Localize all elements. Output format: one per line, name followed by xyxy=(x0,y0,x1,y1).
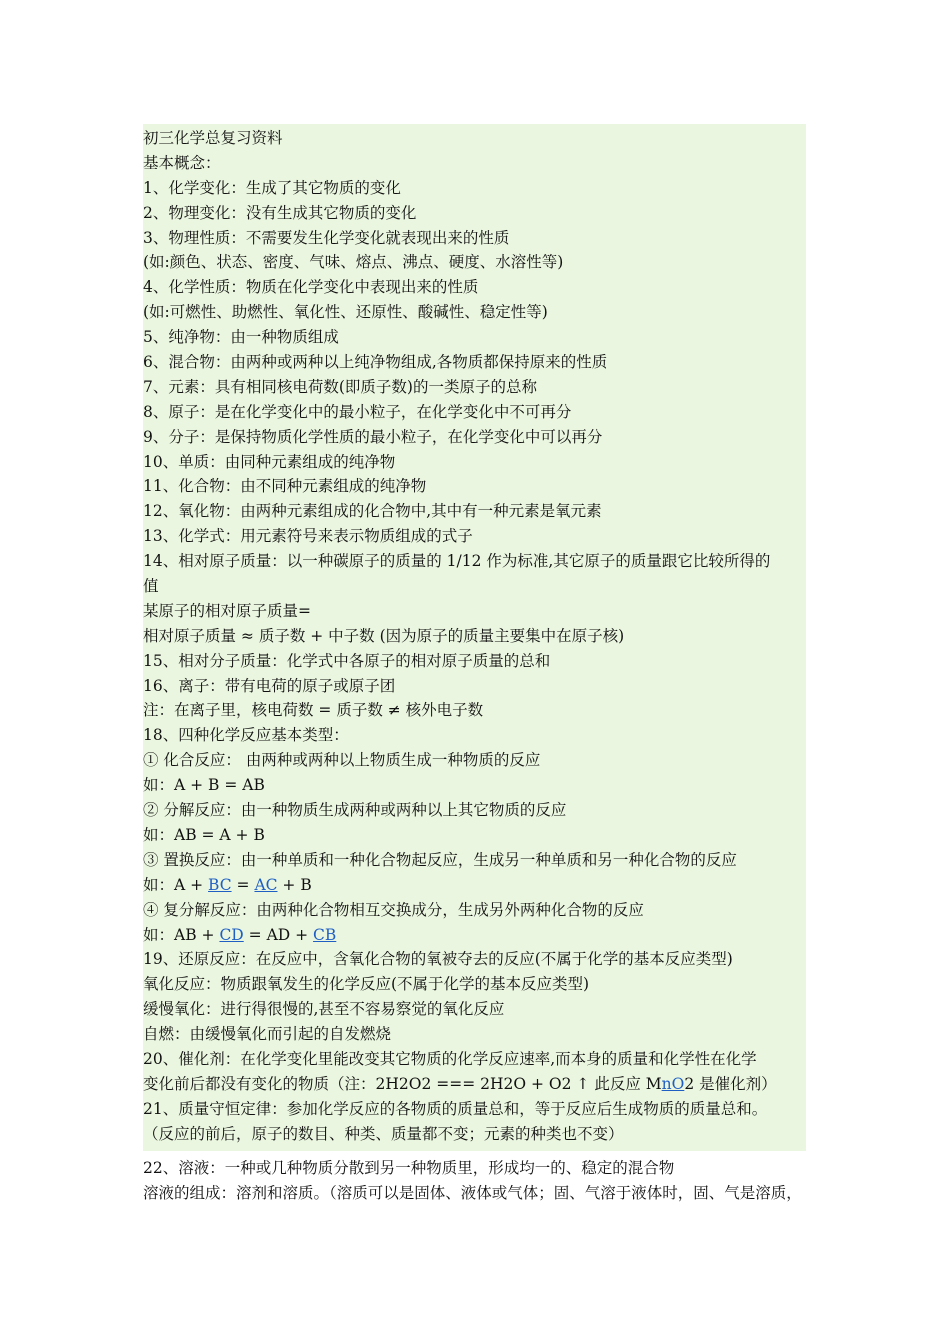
text-run: 5、纯净物：由一种物质组成 xyxy=(143,328,339,347)
text-run: 3、物理性质：不需要发生化学变化就表现出来的性质 xyxy=(143,228,510,247)
text-run: 22、溶液：一种或几种物质分散到另一种物质里，形成均一的、稳定的混合物 xyxy=(143,1159,675,1177)
text-line xyxy=(143,698,806,723)
text-run: 基本概念： xyxy=(143,153,221,172)
text-run: 缓慢氧化：进行得很慢的,甚至不容易察觉的氧化反应 xyxy=(143,1000,505,1019)
text-run: 7、元素：具有相同核电荷数(即质子数)的一类原子的总称 xyxy=(143,377,537,396)
text-run: ① 化合反应： 由两种或两种以上物质生成一种物质的反应 xyxy=(143,751,541,770)
text-run: 20、催化剂：在化学变化里能改变其它物质的化学反应速率,而本身的质量和化学性在化学 xyxy=(143,1049,757,1068)
text-run: 8、原子：是在化学变化中的最小粒子，在化学变化中不可再分 xyxy=(143,402,572,421)
text-run: 21、质量守恒定律：参加化学反应的各物质的质量总和，等于反应后生成物质的质量总和。 xyxy=(143,1099,768,1118)
text-run: （反应的前后，原子的数目、种类、质量都不变；元素的种类也不变） xyxy=(143,1124,624,1143)
text-line xyxy=(143,450,806,475)
text-line xyxy=(143,873,806,898)
text-run: 氧化反应：物质跟氧发生的化学反应(不属于化学的基本反应类型) xyxy=(143,975,590,994)
text-line xyxy=(143,176,806,201)
text-line xyxy=(143,201,806,226)
inline-link[interactable]: CD xyxy=(219,925,244,944)
text-line xyxy=(143,649,806,674)
text-run: + B xyxy=(277,875,312,894)
text-line xyxy=(143,499,806,524)
text-line xyxy=(143,1072,806,1097)
text-line xyxy=(143,1047,806,1072)
text-run: 13、化学式：用元素符号来表示物质组成的式子 xyxy=(143,527,473,546)
inline-link[interactable]: CB xyxy=(313,925,337,944)
text-line xyxy=(143,425,806,450)
text-line xyxy=(143,1022,806,1047)
text-line xyxy=(143,275,806,300)
text-line xyxy=(143,1122,806,1147)
text-line xyxy=(143,151,806,176)
text-line xyxy=(143,549,806,574)
text-run: 11、化合物：由不同种元素组成的纯净物 xyxy=(143,477,427,496)
text-line xyxy=(143,923,806,948)
text-run: 15、相对分子质量：化学式中各原子的相对原子质量的总和 xyxy=(143,651,551,670)
text-line xyxy=(143,798,806,823)
text-run: = AD + xyxy=(243,925,314,944)
text-run: = xyxy=(231,875,255,894)
text-run: 19、还原反应：在反应中，含氧化合物的氧被夺去的反应(不属于化学的基本反应类型) xyxy=(143,950,733,969)
text-run: 2、物理变化：没有生成其它物质的变化 xyxy=(143,203,417,222)
text-run: 相对原子质量 ≈ 质子数 + 中子数 (因为原子的质量主要集中在原子核) xyxy=(143,626,625,645)
text-line xyxy=(143,375,806,400)
text-run: 初三化学总复习资料 xyxy=(143,129,283,147)
text-line xyxy=(143,773,806,798)
text-line xyxy=(143,599,806,624)
text-run: 如：AB = A + B xyxy=(143,825,265,844)
text-run: 9、分子：是保持物质化学性质的最小粒子，在化学变化中可以再分 xyxy=(143,427,603,446)
text-run: 16、离子：带有电荷的原子或原子团 xyxy=(143,676,396,695)
text-run: 14、相对原子质量：以一种碳原子的质量的 1/12 作为标准,其它原子的质量跟它比较所得的 xyxy=(143,552,771,571)
text-run: (如:颜色、状态、密度、气味、熔点、沸点、硬度、水溶性等) xyxy=(143,253,564,272)
notes-continued xyxy=(143,1156,823,1206)
highlighted-notes-block xyxy=(143,124,806,1151)
text-line xyxy=(143,848,806,873)
text-run: 6、混合物：由两种或两种以上纯净物组成,各物质都保持原来的性质 xyxy=(143,353,608,372)
text-line xyxy=(143,823,806,848)
text-run: 变化前后都没有变化的物质（注：2H2O2 === 2H2O + O2 ↑ 此反应 M xyxy=(143,1074,662,1093)
text-line xyxy=(143,997,806,1022)
text-line xyxy=(143,574,806,599)
text-line xyxy=(143,1181,823,1206)
inline-link[interactable]: AC xyxy=(254,875,278,894)
text-run: 如：A + B = AB xyxy=(143,776,265,795)
text-line xyxy=(143,723,806,748)
text-run: ② 分解反应：由一种物质生成两种或两种以上其它物质的反应 xyxy=(143,801,567,820)
text-run: 如：AB + xyxy=(143,925,220,944)
text-run: 18、四种化学反应基本类型： xyxy=(143,726,349,745)
text-line xyxy=(143,748,806,773)
text-line xyxy=(143,474,806,499)
inline-link[interactable]: BC xyxy=(208,875,232,894)
text-line xyxy=(143,674,806,699)
text-line xyxy=(143,226,806,251)
text-run: 10、单质：由同种元素组成的纯净物 xyxy=(143,452,396,471)
text-line xyxy=(143,947,806,972)
text-run: 如：A + xyxy=(143,875,209,894)
text-run: 12、氧化物：由两种元素组成的化合物中,其中有一种元素是氧元素 xyxy=(143,502,602,521)
text-run: 4、化学性质：物质在化学变化中表现出来的性质 xyxy=(143,278,479,297)
text-run: 自燃：由缓慢氧化而引起的自发燃烧 xyxy=(143,1025,392,1044)
text-line xyxy=(143,250,806,275)
text-line xyxy=(143,400,806,425)
text-run: ④ 复分解反应：由两种化合物相互交换成分，生成另外两种化合物的反应 xyxy=(143,900,644,919)
text-line xyxy=(143,350,806,375)
text-line xyxy=(143,898,806,923)
text-run: 溶液的组成：溶剂和溶质。（溶质可以是固体、液体或气体；固、气溶于液体时，固、气是溶质， xyxy=(143,1183,802,1202)
text-run: ③ 置换反应：由一种单质和一种化合物起反应，生成另一种单质和另一种化合物的反应 xyxy=(143,850,737,869)
text-line xyxy=(143,300,806,325)
text-run: 1、化学变化：生成了其它物质的变化 xyxy=(143,178,401,197)
text-run: 某原子的相对原子质量= xyxy=(143,601,311,620)
text-run: (如:可燃性、助燃性、氧化性、还原性、酸碱性、稳定性等) xyxy=(143,303,548,322)
text-run: 值 xyxy=(143,577,159,596)
text-line xyxy=(143,1156,823,1181)
text-line xyxy=(143,126,806,151)
text-line xyxy=(143,624,806,649)
text-line xyxy=(143,1097,806,1122)
text-run: 2 是催化剂） xyxy=(684,1074,777,1093)
inline-link[interactable]: nO xyxy=(661,1074,685,1093)
text-line xyxy=(143,325,806,350)
text-run: 注：在离子里，核电荷数 = 质子数 ≠ 核外电子数 xyxy=(143,701,484,720)
text-line xyxy=(143,524,806,549)
text-line xyxy=(143,972,806,997)
